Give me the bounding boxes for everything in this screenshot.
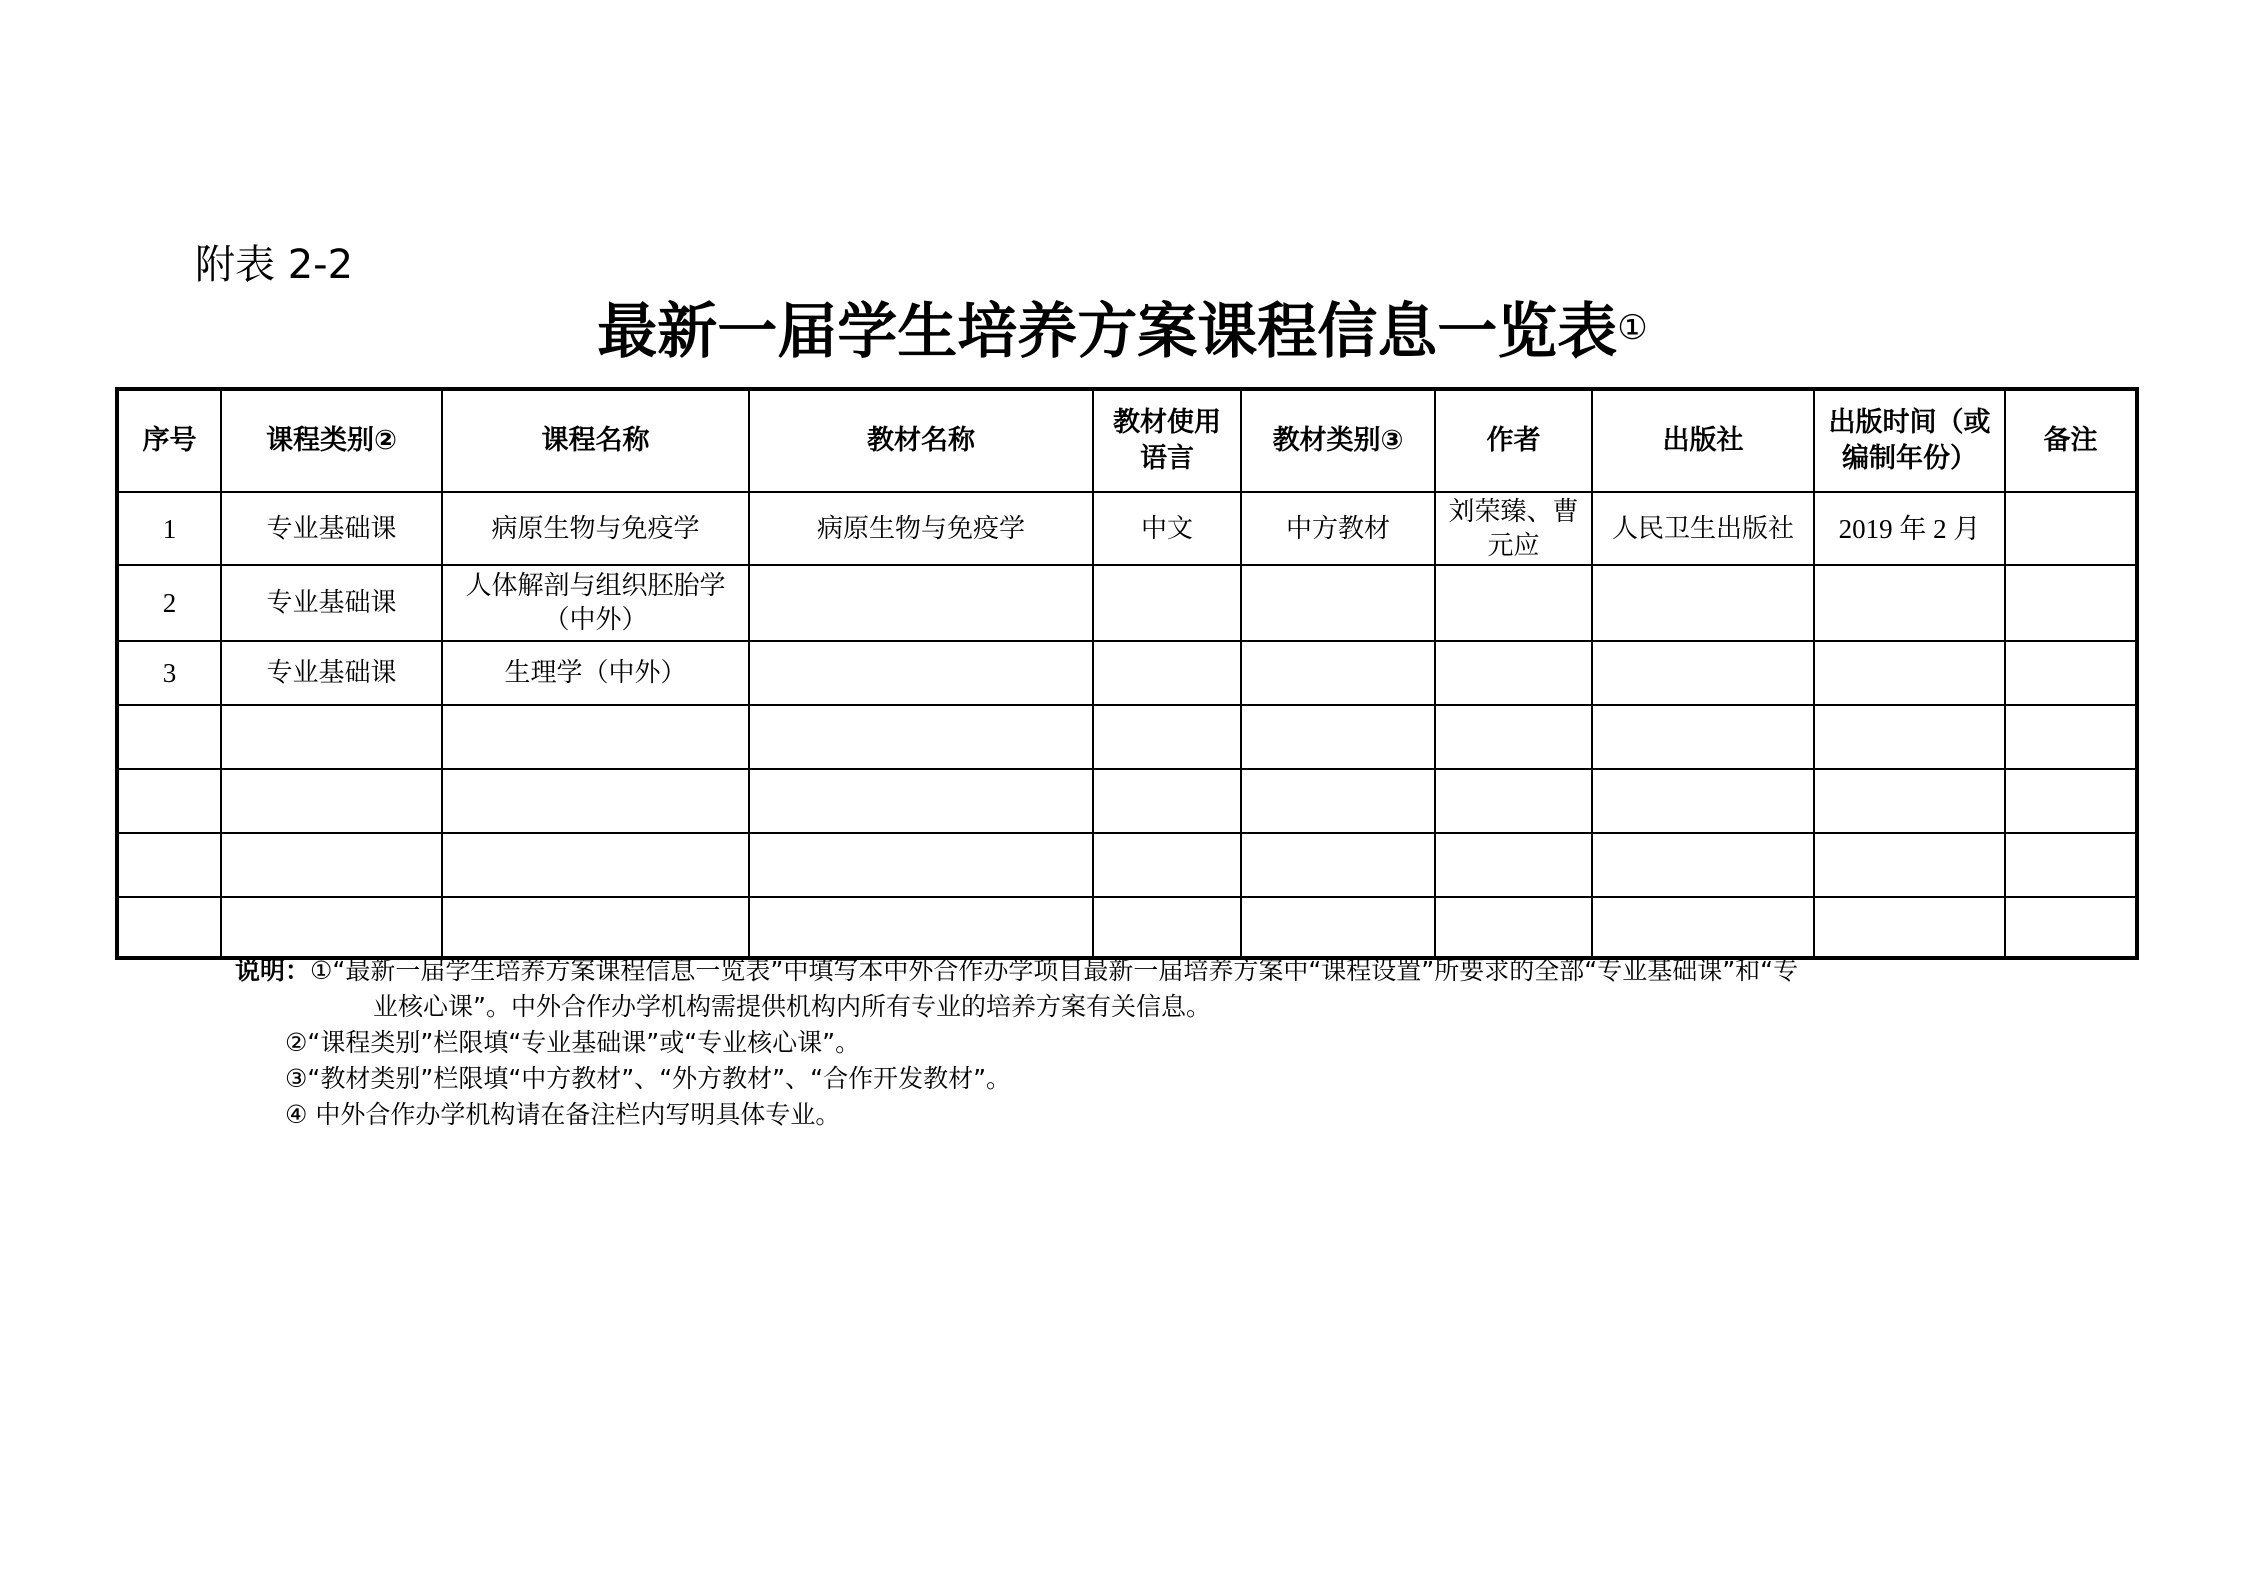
title-text: 最新一届学生培养方案课程信息一览表 (597, 297, 1618, 367)
note-1-line-1 (235, 953, 2065, 989)
cell-publish-date (1814, 565, 2005, 641)
cell-publish-date: 2019 年 2 月 (1814, 492, 2005, 565)
cell-author (1435, 897, 1592, 958)
cell-seq: 1 (117, 492, 221, 565)
cell-author (1435, 833, 1592, 897)
cell-publish-date (1814, 705, 2005, 769)
table-row (117, 641, 2137, 705)
page-title (0, 292, 2245, 372)
cell-publisher: 人民卫生出版社 (1592, 492, 1814, 565)
cell-seq: 2 (117, 565, 221, 641)
cell-course-name (442, 833, 749, 897)
cell-textbook-category (1241, 769, 1435, 833)
cell-publish-date (1814, 897, 2005, 958)
cell-textbook-language (1093, 833, 1241, 897)
cell-author (1435, 705, 1592, 769)
cell-textbook-language (1093, 769, 1241, 833)
note-4: ④ 中外合作办学机构请在备注栏内写明具体专业。 (285, 1100, 841, 1129)
table-row (117, 769, 2137, 833)
cell-remarks (2005, 769, 2137, 833)
cell-seq: 3 (117, 641, 221, 705)
cell-textbook-name (749, 641, 1093, 705)
note-3: ③“教材类别”栏限填“中方教材”、“外方教材”、“合作开发教材”。 (285, 1064, 1012, 1093)
cell-textbook-language: 中文 (1093, 492, 1241, 565)
cell-course-name (442, 705, 749, 769)
cell-remarks (2005, 897, 2137, 958)
cell-textbook-category: 中方教材 (1241, 492, 1435, 565)
cell-remarks (2005, 705, 2137, 769)
cell-publisher (1592, 833, 1814, 897)
cell-publisher (1592, 641, 1814, 705)
cell-textbook-name (749, 565, 1093, 641)
header-publisher: 出版社 (1592, 389, 1814, 492)
header-author: 作者 (1435, 389, 1592, 492)
cell-textbook-language (1093, 705, 1241, 769)
cell-publisher (1592, 769, 1814, 833)
table-row (117, 833, 2137, 897)
table-header-row (117, 389, 2137, 492)
notes-section (235, 953, 2065, 1133)
cell-course-name (442, 897, 749, 958)
cell-publish-date (1814, 769, 2005, 833)
note-2: ②“课程类别”栏限填“专业基础课”或“专业核心课”。 (285, 1028, 861, 1057)
cell-remarks (2005, 833, 2137, 897)
cell-remarks (2005, 565, 2137, 641)
cell-textbook-category (1241, 705, 1435, 769)
cell-textbook-language (1093, 565, 1241, 641)
table-row (117, 705, 2137, 769)
cell-course-name: 生理学（中外） (442, 641, 749, 705)
cell-publish-date (1814, 833, 2005, 897)
cell-remarks (2005, 492, 2137, 565)
header-course-name: 课程名称 (442, 389, 749, 492)
cell-seq (117, 705, 221, 769)
header-textbook-name: 教材名称 (749, 389, 1093, 492)
cell-textbook-name (749, 769, 1093, 833)
header-publish-date: 出版时间（或编制年份） (1814, 389, 2005, 492)
cell-course-category: 专业基础课 (221, 492, 442, 565)
header-textbook-language: 教材使用语言 (1093, 389, 1241, 492)
cell-textbook-category (1241, 565, 1435, 641)
cell-textbook-language (1093, 641, 1241, 705)
note-1-text: ①“最新一届学生培养方案课程信息一览表”中填写本中外合作办学项目最新一届培养方案中“课程设置”所要求的全部“专业基础课”和“专 (310, 956, 1799, 985)
cell-textbook-name (749, 833, 1093, 897)
cell-course-category (221, 705, 442, 769)
cell-textbook-language (1093, 897, 1241, 958)
cell-course-name: 人体解剖与组织胚胎学（中外） (442, 565, 749, 641)
title-footnote-mark: ① (1617, 308, 1648, 348)
cell-textbook-category (1241, 641, 1435, 705)
cell-course-name: 病原生物与免疫学 (442, 492, 749, 565)
cell-textbook-name (749, 897, 1093, 958)
cell-publish-date (1814, 641, 2005, 705)
cell-textbook-category (1241, 833, 1435, 897)
cell-author (1435, 641, 1592, 705)
cell-course-name (442, 769, 749, 833)
table-row (117, 897, 2137, 958)
cell-author (1435, 769, 1592, 833)
cell-publisher (1592, 705, 1814, 769)
cell-textbook-category (1241, 897, 1435, 958)
note-1-line-2: 业核心课”。中外合作办学机构需提供机构内所有专业的培养方案有关信息。 (373, 992, 1211, 1021)
cell-course-category: 专业基础课 (221, 565, 442, 641)
header-course-category: 课程类别② (221, 389, 442, 492)
notes-lead: 说明： (235, 956, 311, 985)
header-remarks: 备注 (2005, 389, 2137, 492)
cell-seq (117, 769, 221, 833)
course-info-table (115, 387, 2139, 960)
cell-course-category (221, 769, 442, 833)
cell-publisher (1592, 565, 1814, 641)
cell-author: 刘荣臻、曹元应 (1435, 492, 1592, 565)
cell-textbook-name (749, 705, 1093, 769)
table-row (117, 565, 2137, 641)
cell-course-category (221, 897, 442, 958)
table-row (117, 492, 2137, 565)
cell-course-category (221, 833, 442, 897)
header-textbook-category: 教材类别③ (1241, 389, 1435, 492)
cell-seq (117, 833, 221, 897)
appendix-label: 附表 2-2 (195, 242, 354, 288)
cell-seq (117, 897, 221, 958)
cell-textbook-name: 病原生物与免疫学 (749, 492, 1093, 565)
cell-author (1435, 565, 1592, 641)
cell-course-category: 专业基础课 (221, 641, 442, 705)
cell-remarks (2005, 641, 2137, 705)
header-seq: 序号 (117, 389, 221, 492)
cell-publisher (1592, 897, 1814, 958)
